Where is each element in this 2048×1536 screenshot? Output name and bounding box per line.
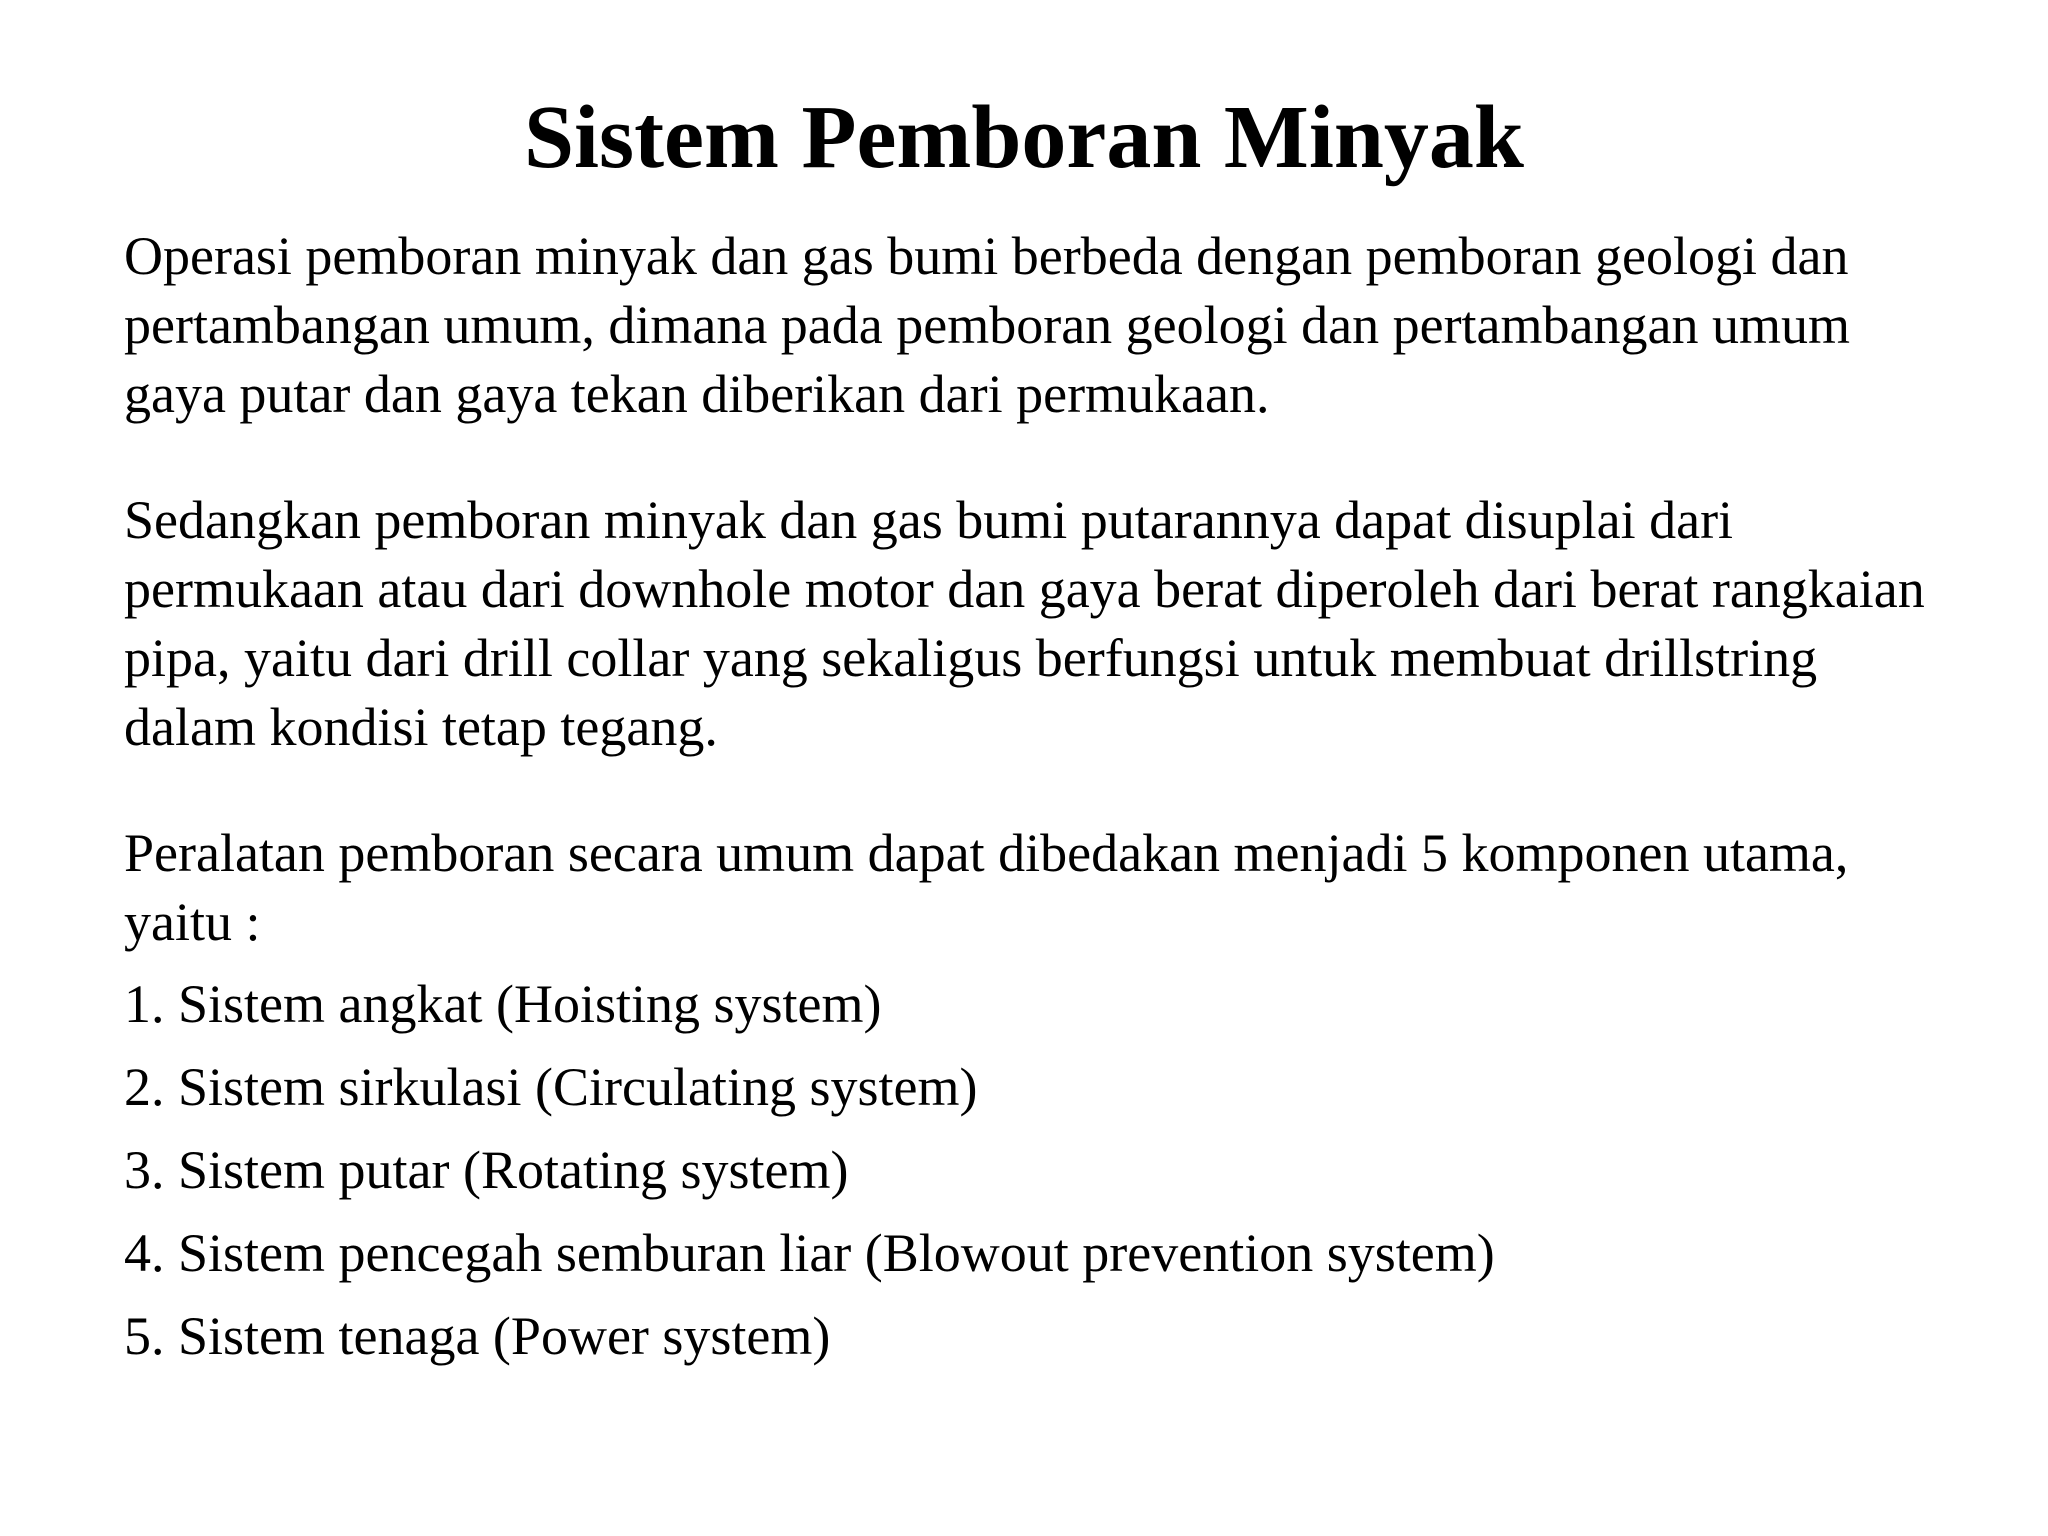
list-item-number: 5. <box>124 1306 165 1366</box>
paragraph-components-intro: Peralatan pemboran secara umum dapat dibedakan menjadi 5 komponen utama, yaitu : <box>124 823 1849 952</box>
list-item-text: Sistem angkat (Hoisting system) <box>178 974 882 1034</box>
list-item-number: 4. <box>124 1223 165 1283</box>
paragraph-oil-drilling: Sedangkan pemboran minyak dan gas bumi putarannya dapat disuplai dari permukaan atau dari downhole motor dan gaya berat diperoleh dari berat rangkaian pipa, yaitu dari drill collar yang sekaligus berfungsi untuk membuat drillstring dalam kondisi tetap tegang. <box>124 490 1925 757</box>
list-item-number: 3. <box>124 1140 165 1200</box>
paragraph-intro: Operasi pemboran minyak dan gas bumi berbeda dengan pemboran geologi dan pertambangan umum, dimana pada pemboran geologi dan pertambangan umum gaya putar dan gaya tekan diberikan dari permukaan. <box>124 226 1850 424</box>
components-list <box>124 970 1954 1385</box>
list-item <box>124 1136 1954 1219</box>
list-item-text: Sistem pencegah semburan liar (Blowout prevention system) <box>178 1223 1495 1283</box>
list-item-number: 2. <box>124 1057 165 1117</box>
slide-body <box>124 222 1954 1385</box>
list-item <box>124 970 1954 1053</box>
list-item-text: Sistem tenaga (Power system) <box>178 1306 831 1366</box>
list-item <box>124 1053 1954 1136</box>
slide-title: Sistem Pemboran Minyak <box>524 88 1524 187</box>
list-item <box>124 1219 1954 1302</box>
list-item-text: Sistem sirkulasi (Circulating system) <box>178 1057 978 1117</box>
list-item-number: 1. <box>124 974 165 1034</box>
list-item-text: Sistem putar (Rotating system) <box>178 1140 849 1200</box>
list-item <box>124 1302 1954 1385</box>
